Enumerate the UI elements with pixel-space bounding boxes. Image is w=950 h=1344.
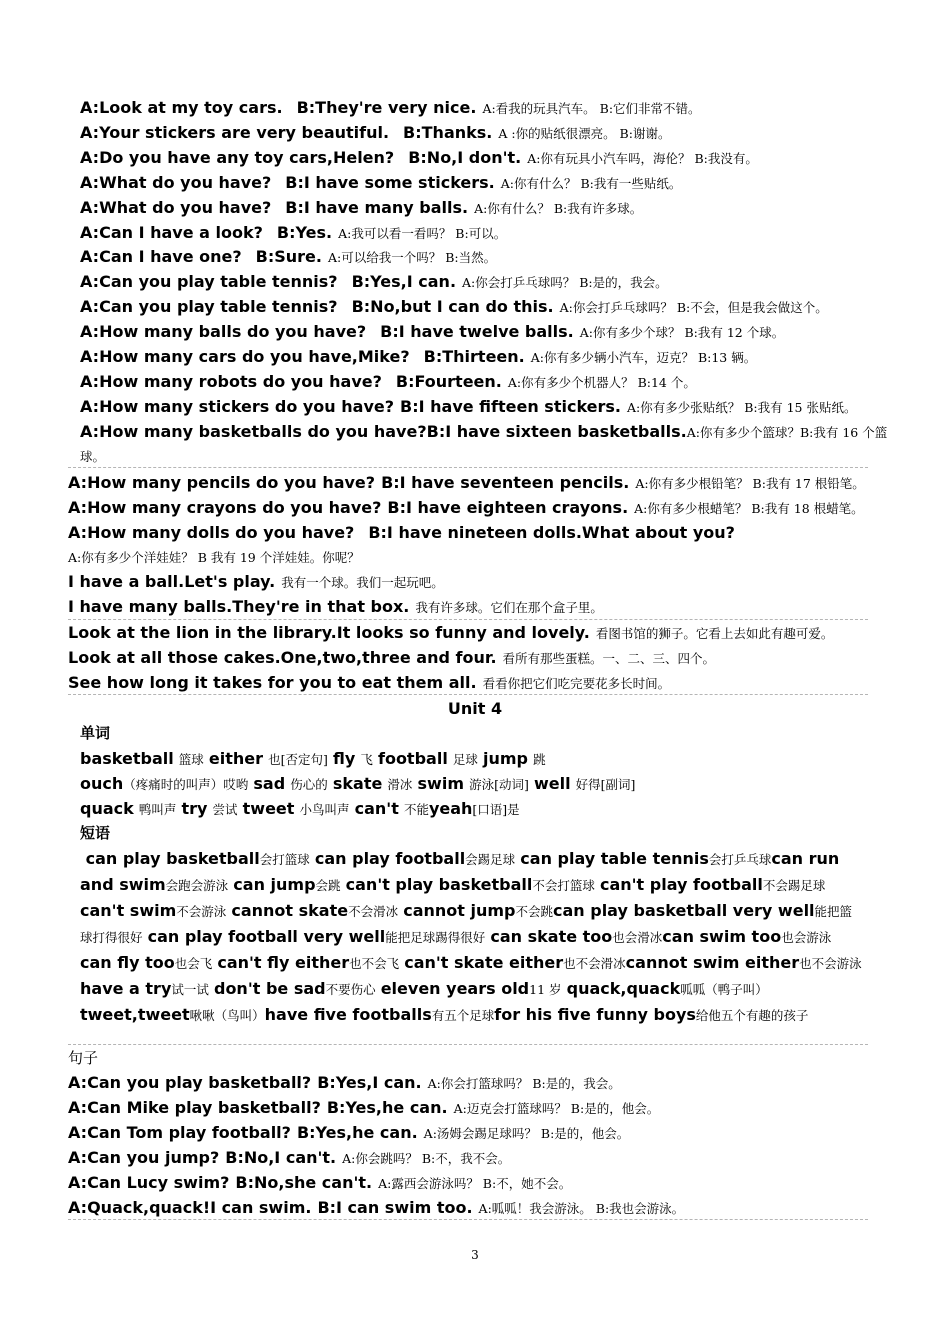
dialogue-line: A:How many pencils do you have? B:I have seventeen pencils. A:你有多少根铅笔？ B:我有 17 根铅笔。 (68, 473, 865, 492)
vocab-line: ouch（疼痛时的叫声）哎哟 sad 伤心的 skate 滑冰 swim 游泳[动词] well 好得[副词] (80, 774, 636, 793)
dashed-divider (68, 1044, 868, 1045)
dialogue-line: A:How many crayons do you have? B:I have eighteen crayons. A:你有多少根蜡笔？ B:我有 18 根蜡笔。 (68, 498, 864, 517)
dialogue-line: A:What do you have? B:I have some stickers. A:你有什么？ B:我有一些贴纸。 (80, 173, 682, 192)
dashed-divider (68, 1219, 868, 1220)
dialogue-line: A:Can I have one? B:Sure. A:可以给我一个吗？ B:当然。 (80, 247, 497, 266)
phrase-heading: 短语 (80, 824, 111, 842)
dialogue-translation: A:你有多少个洋娃娃？ B 我有 19 个洋娃娃。你呢？ (68, 550, 360, 565)
sentence-line: A:Can you jump? B:No,I can't. A:你会跳吗？ B:不，我不会。 (68, 1148, 511, 1167)
dialogue-line-continued: 球。 (80, 449, 106, 464)
dashed-divider (68, 619, 868, 620)
dashed-divider (68, 694, 868, 695)
dialogue-line: A:Can I have a look? B:Yes. A:我可以看一看吗？ B:可以。 (80, 223, 507, 242)
dialogue-line: A:Can you play table tennis? B:Yes,I can. A:你会打乒乓球吗？ B:是的，我会。 (80, 272, 668, 291)
dialogue-line: A:Do you have any toy cars,Helen? B:No,I don't. A:你有玩具小汽车吗，海伦？ B:我没有。 (80, 148, 758, 167)
unit-title: Unit 4 (447, 699, 503, 718)
sentence-line: A:Can you play basketball? B:Yes,I can. A:你会打篮球吗？ B:是的，我会。 (68, 1073, 621, 1092)
ball-line: I have many balls.They're in that box. 我有许多球。它们在那个盒子里。 (68, 597, 603, 616)
dialogue-line: A:How many cars do you have,Mike? B:Thirteen. A:你有多少辆小汽车，迈克？ B:13 辆。 (80, 347, 757, 366)
sentence-line: A:Can Mike play basketball? B:Yes,he can. A:迈克会打篮球吗？ B:是的，他会。 (68, 1098, 660, 1117)
sentence-line: A:Can Lucy swim? B:No,she can't. A:露西会游泳吗？ B:不，她不会。 (68, 1173, 572, 1192)
vocab-heading: 单词 (80, 724, 111, 742)
dashed-divider (68, 467, 868, 468)
page-number: 3 (471, 1248, 479, 1262)
story-line: Look at all those cakes.One,two,three and four. 看所有那些蛋糕。一、二、三、四个。 (68, 648, 716, 667)
story-line: Look at the lion in the library.It looks so funny and lovely. 看图书馆的狮子。它看上去如此有趣可爱。 (68, 623, 834, 642)
story-line: See how long it takes for you to eat them all. 看看你把它们吃完要花多长时间。 (68, 673, 671, 692)
sentence-line: A:Quack,quack!I can swim. B:I can swim too. A:呱呱！我会游泳。 B:我也会游泳。 (68, 1198, 685, 1217)
sentence-heading: 句子 (68, 1049, 99, 1067)
dialogue-line: A:How many stickers do you have? B:I have fifteen stickers. A:你有多少张贴纸？ B:我有 15 张贴纸。 (80, 397, 857, 416)
dialogue-line: A:How many robots do you have? B:Fourteen. A:你有多少个机器人？ B:14 个。 (80, 372, 696, 391)
vocab-line: basketball 篮球 either 也[否定句] fly 飞 football 足球 jump 跳 (80, 749, 546, 768)
sentence-line: A:Can Tom play football? B:Yes,he can. A:汤姆会踢足球吗？ B:是的，他会。 (68, 1123, 630, 1142)
dialogue-line: A:Can you play table tennis? B:No,but I can do this. A:你会打乒乓球吗？ B:不会，但是我会做这个。 (80, 297, 828, 316)
dialogue-line: A:How many basketballs do you have?B:I have sixteen basketballs.A:你有多少个篮球？B:我有 16 个篮 (80, 422, 888, 441)
dialogue-line: A:How many dolls do you have? B:I have nineteen dolls.What about you? (68, 523, 735, 542)
dialogue-line: A:Your stickers are very beautiful. B:Thanks. A :你的贴纸很漂亮。 B:谢谢。 (80, 123, 671, 142)
dialogue-line: A:Look at my toy cars. B:They're very nice. A:看我的玩具汽车。 B:它们非常不错。 (80, 98, 701, 117)
vocab-line: quack 鸭叫声 try 尝试 tweet 小鸟叫声 can't 不能yeah[口语]是 (80, 799, 520, 818)
phrase-paragraph: can play basketball会打篮球 can play football会踢足球 can play table tennis会打乒乓球can run and swim会跑会游泳 can jump会跳 can't play basketball不会打篮球 can't play football不会踢足球 can't swim不会游泳 cannot skate不会滑冰 cannot jump不会跳can play basketball very well能把篮球打得很好 can play football very well能把足球踢得很好 can skate too也会滑冰can swim too也会游泳 can fly too也会飞 can't fly either也不会飞 can't skate either也不会滑冰cannot swim either也不会游泳 have a try试一试 don't be sad不要伤心 eleven years old11 岁 quack,quack呱呱（鸭子叫）tweet,tweet啾啾（鸟叫）have five footballs有五个足球for his five funny boys给他五个有趣的孩子 (80, 849, 862, 1024)
ball-line: I have a ball.Let's play. 我有一个球。我们一起玩吧。 (68, 572, 444, 591)
dialogue-line: A:What do you have? B:I have many balls. A:你有什么？ B:我有许多球。 (80, 198, 643, 217)
dialogue-line: A:How many balls do you have? B:I have twelve balls. A:你有多少个球？ B:我有 12 个球。 (80, 322, 785, 341)
